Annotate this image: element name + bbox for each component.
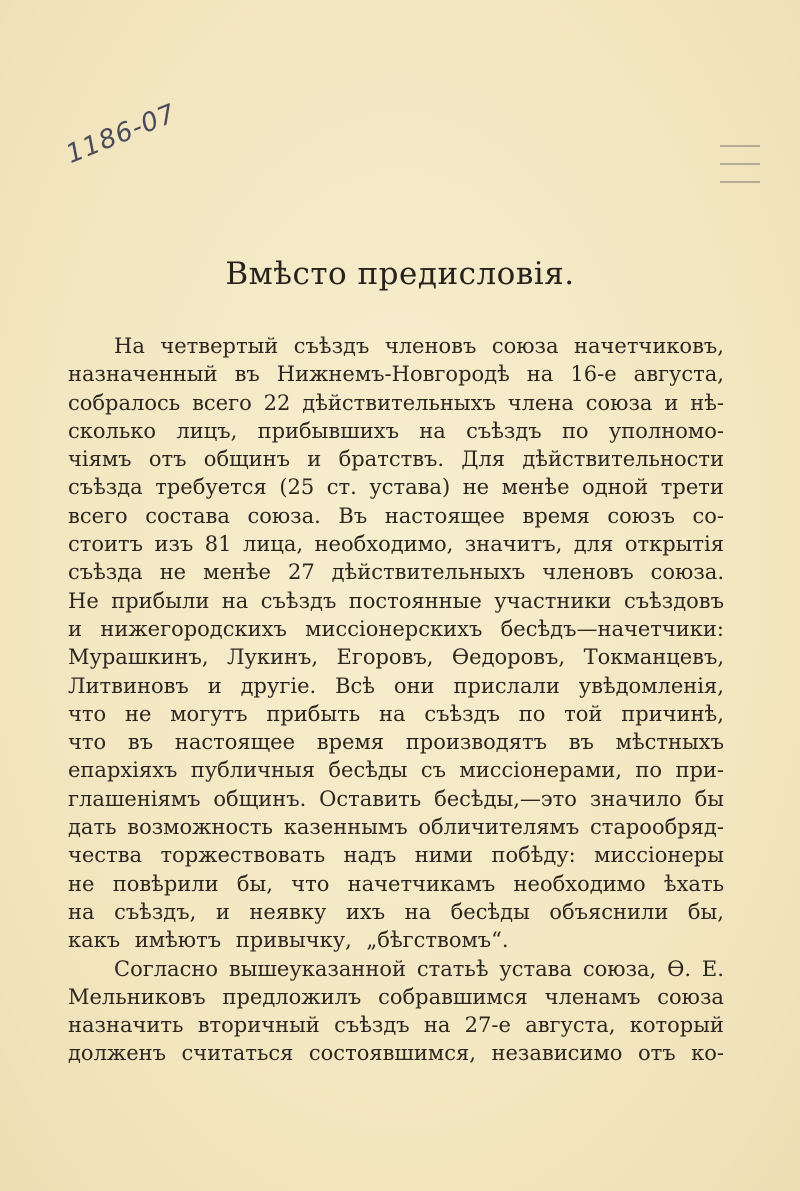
text-line: глашеніямъ общинъ. Оставить бесѣды,—это значило бы — [68, 786, 724, 811]
pencil-mark — [720, 163, 760, 165]
text-line: какъ имѣютъ привычку, „бѣгствомъ“. — [68, 928, 509, 953]
body-text — [68, 332, 724, 1068]
text-line: Литвиновъ и другіе. Всѣ они прислали увѣдомленія, — [68, 673, 724, 698]
text-line: Мельниковъ предложилъ собравшимся членамъ союза — [68, 984, 724, 1009]
text-line: епархіяхъ публичныя бесѣды съ миссіонерами, по при- — [68, 758, 724, 783]
text-line: Согласно вышеуказанной статьѣ устава союза, Ѳ. Е. — [114, 956, 724, 981]
page-title: Вмѣсто предисловія. — [225, 256, 575, 292]
pencil-mark — [720, 145, 760, 147]
text-line: назначить вторичный съѣздъ на 27-е августа, который — [68, 1013, 724, 1038]
text-line: собралось всего 22 дѣйствительныхъ члена союза и нѣ- — [68, 390, 724, 415]
text-line: не повѣрили бы, что начетчикамъ необходимо ѣхать — [68, 871, 724, 896]
text-line: чества торжествовать надъ ними побѣду: миссіонеры — [68, 843, 724, 868]
text-line: сколько лицъ, прибывшихъ на съѣздъ по уполномо- — [68, 418, 724, 443]
margin-pencil-marks — [720, 145, 760, 205]
handwritten-catalog-note: 1186-07 — [62, 98, 181, 170]
text-line: Не прибыли на съѣздъ постоянные участники съѣздовъ — [68, 588, 724, 613]
pencil-mark — [720, 181, 760, 183]
text-line: что не могутъ прибыть на съѣздъ по той причинѣ, — [68, 701, 724, 726]
text-line: дать возможность казеннымъ обличителямъ старообряд- — [68, 815, 724, 840]
text-line: что въ настоящее время производятъ въ мѣстныхъ — [68, 730, 724, 755]
text-line: Мурашкинъ, Лукинъ, Егоровъ, Ѳедоровъ, Токманцевъ, — [68, 645, 724, 670]
text-line: съѣзда требуется (25 ст. устава) не менѣе одной трети — [68, 475, 724, 500]
text-line: На четвертый съѣздъ членовъ союза начетчиковъ, — [114, 334, 724, 358]
text-line: долженъ считаться состоявшимся, независимо отъ ко- — [68, 1041, 724, 1066]
text-line: на съѣздъ, и неявку ихъ на бесѣды объяснили бы, — [68, 899, 724, 924]
text-line: и нижегородскихъ миссіонерскихъ бесѣдъ—начетчики: — [68, 616, 724, 641]
text-line: стоитъ изъ 81 лица, необходимо, значитъ, для открытія — [68, 532, 724, 557]
text-line: назначенный въ Нижнемъ-Новгородѣ на 16-е августа, — [68, 362, 724, 387]
text-line: всего состава союза. Въ настоящее время союзъ со- — [68, 503, 724, 528]
text-line: чіямъ отъ общинъ и братствъ. Для дѣйствительности — [68, 447, 724, 472]
text-line: съѣзда не менѣе 27 дѣйствительныхъ членовъ союза. — [68, 560, 724, 585]
